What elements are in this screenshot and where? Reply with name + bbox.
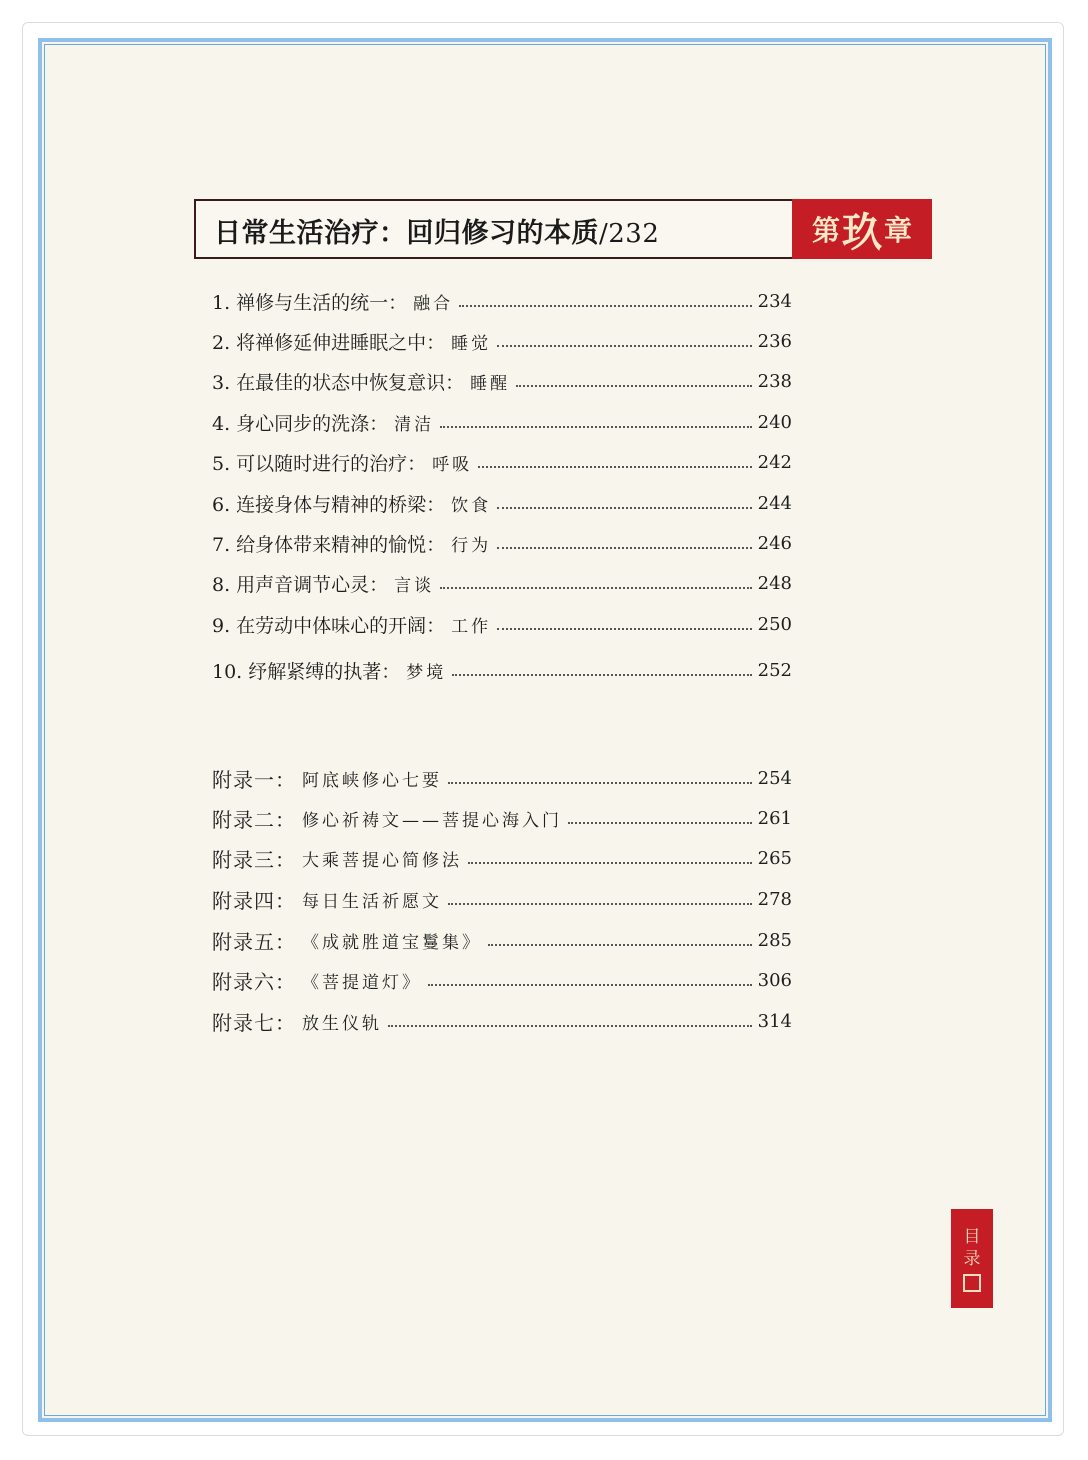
toc-entry-subtitle: 呼吸 — [432, 454, 473, 475]
toc-entry[interactable] — [212, 286, 792, 316]
toc-entry-title: 6. 连接身体与精神的桥梁： — [212, 493, 446, 516]
appendix-entry-subtitle: 放生仪轨 — [302, 1013, 382, 1034]
appendix-entry-page: 261 — [757, 807, 792, 829]
toc-entry-page: 248 — [757, 572, 792, 594]
toc-leader-dots — [497, 506, 751, 509]
toc-entry[interactable] — [212, 407, 792, 437]
appendix-entry-subtitle: 大乘菩提心简修法 — [302, 850, 462, 871]
toc-leader-dots — [568, 821, 752, 824]
toc-entry-subtitle: 行为 — [451, 535, 492, 556]
appendix-entry[interactable] — [212, 803, 792, 833]
appendix-entry-subtitle: 修心祈祷文——菩提心海入门 — [302, 810, 562, 831]
chapter-page-number: /232 — [599, 219, 660, 249]
appendix-entry-subtitle: 每日生活祈愿文 — [302, 891, 442, 912]
toc-entry-subtitle: 饮食 — [451, 495, 492, 516]
toc-leader-dots — [516, 384, 751, 387]
toc-entry-subtitle: 清洁 — [394, 414, 435, 435]
toc-entry-page: 242 — [757, 451, 792, 473]
appendix-entry-page: 314 — [757, 1010, 792, 1032]
toc-entry-page: 236 — [757, 330, 792, 352]
appendix-entry-subtitle: 《菩提道灯》 — [302, 972, 422, 993]
toc-leader-dots — [448, 902, 752, 905]
chapter-label-number: 玖 — [842, 208, 882, 256]
toc-entry-title: 4. 身心同步的洗涤： — [212, 412, 389, 435]
toc-leader-dots — [497, 546, 751, 549]
appendix-entry-title: 附录五： — [212, 929, 296, 954]
toc-leader-dots — [497, 627, 751, 630]
side-tab-char-2: 录 — [963, 1248, 981, 1269]
appendix-entry-title: 附录三： — [212, 847, 296, 872]
toc-entry[interactable] — [212, 568, 792, 598]
appendix-entry-page: 254 — [757, 767, 792, 789]
appendix-entry-subtitle: 《成就胜道宝鬘集》 — [302, 932, 482, 953]
appendix-entry-page: 265 — [757, 847, 792, 869]
chapter-title-text: 日常生活治疗：回归修习的本质 — [214, 218, 599, 249]
toc-entry[interactable] — [212, 528, 792, 558]
toc-entry-title: 7. 给身体带来精神的愉悦： — [212, 533, 446, 556]
toc-entry-page: 240 — [757, 411, 792, 433]
appendix-entry-page: 306 — [757, 969, 792, 991]
toc-leader-dots — [452, 673, 751, 676]
appendix-entry-title: 附录六： — [212, 969, 296, 994]
toc-entry[interactable] — [212, 326, 792, 356]
toc-entry-title: 5. 可以随时进行的治疗： — [212, 452, 427, 475]
toc-leader-dots — [428, 983, 752, 986]
appendix-entry[interactable] — [212, 843, 792, 873]
toc-leader-dots — [440, 425, 751, 428]
toc-entry-subtitle: 工作 — [451, 616, 492, 637]
chapter-title — [214, 211, 659, 250]
toc-entry[interactable] — [212, 447, 792, 477]
chapter-header — [194, 199, 932, 259]
toc-leader-dots — [459, 304, 751, 307]
appendix-entry-page: 278 — [757, 888, 792, 910]
contents-side-tab[interactable] — [951, 1209, 993, 1308]
toc-entry-subtitle: 睡觉 — [451, 333, 492, 354]
appendix-entry[interactable] — [212, 884, 792, 914]
toc-entry[interactable] — [212, 366, 792, 396]
toc-entry-title: 3. 在最佳的状态中恢复意识： — [212, 371, 465, 394]
appendix-entry[interactable] — [212, 763, 792, 793]
toc-entry-page: 252 — [757, 659, 792, 681]
chapter-label-prefix: 第 — [811, 214, 840, 247]
square-icon — [963, 1274, 981, 1292]
toc-entry-title: 8. 用声音调节心灵： — [212, 573, 389, 596]
toc-entry[interactable] — [212, 488, 792, 518]
appendix-entry-title: 附录七： — [212, 1010, 296, 1035]
toc-leader-dots — [448, 781, 752, 784]
toc-entry-subtitle: 言谈 — [394, 575, 435, 596]
appendix-entry-page: 285 — [757, 929, 792, 951]
toc-entry-title: 1. 禅修与生活的统一： — [212, 291, 408, 314]
toc-entry-page: 238 — [757, 370, 792, 392]
appendix-entry[interactable] — [212, 1006, 792, 1036]
toc-entry-title: 10. 纾解紧缚的执著： — [212, 660, 401, 683]
toc-entry-title: 2. 将禅修延伸进睡眠之中： — [212, 331, 446, 354]
toc-entry-page: 246 — [757, 532, 792, 554]
toc-leader-dots — [478, 465, 751, 468]
toc-entry-subtitle: 梦境 — [406, 662, 447, 683]
toc-entry-title: 9. 在劳动中体味心的开阔： — [212, 614, 446, 637]
toc-entry-subtitle: 融合 — [413, 293, 454, 314]
toc-leader-dots — [488, 943, 752, 946]
toc-entry-page: 244 — [757, 492, 792, 514]
toc-leader-dots — [497, 344, 751, 347]
appendix-entry-title: 附录一： — [212, 767, 296, 792]
side-tab-char-1: 目 — [963, 1226, 981, 1247]
toc-entry[interactable] — [212, 655, 792, 685]
toc-entry-subtitle: 睡醒 — [470, 373, 511, 394]
appendix-entry-subtitle: 阿底峡修心七要 — [302, 770, 442, 791]
chapter-label-suffix: 章 — [884, 214, 913, 247]
appendix-entry[interactable] — [212, 925, 792, 955]
appendix-entry[interactable] — [212, 965, 792, 995]
toc-entry-page: 250 — [757, 613, 792, 635]
toc-leader-dots — [388, 1024, 752, 1027]
appendix-entry-title: 附录四： — [212, 888, 296, 913]
appendix-entry-title: 附录二： — [212, 807, 296, 832]
toc-entry[interactable] — [212, 609, 792, 639]
toc-leader-dots — [440, 586, 751, 589]
chapter-label — [792, 199, 932, 259]
toc-entry-page: 234 — [757, 290, 792, 312]
toc-leader-dots — [468, 861, 752, 864]
